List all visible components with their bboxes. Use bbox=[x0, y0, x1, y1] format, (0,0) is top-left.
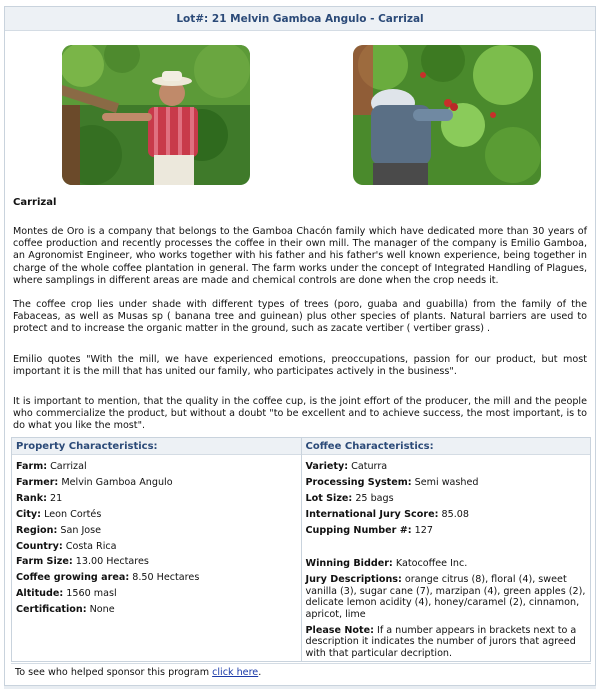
property-label: Region: bbox=[16, 524, 58, 536]
coffee-label: Cupping Number #: bbox=[305, 524, 412, 536]
coffee-label: International Jury Score: bbox=[305, 508, 439, 520]
sponsor-link[interactable]: click here bbox=[212, 667, 259, 678]
property-row bbox=[16, 459, 297, 475]
property-value: 8.50 Hectares bbox=[132, 572, 200, 584]
coffee-value: 127 bbox=[414, 524, 433, 536]
coffee-row bbox=[306, 507, 587, 523]
sponsor-text: To see who helped sponsor this program bbox=[15, 667, 210, 678]
farmer-photo bbox=[62, 45, 250, 185]
property-value: Leon Cortés bbox=[44, 508, 102, 520]
coffee-row bbox=[306, 491, 587, 507]
description-paragraph: The coffee crop lies under shade with different types of trees (poro, guaba and guabilla) from the family of the Fabaceas, as well as Musas sp ( banana tree and guinean) plus other species of plants. Natural barriers are used to protect and to increase the organic matter in the ground, such as zacate vertiber ( vertiber grass) . bbox=[13, 299, 587, 335]
harvest-photo-image bbox=[353, 45, 541, 185]
property-value: None bbox=[89, 604, 115, 616]
jury-descriptions: Jury Descriptions: orange citrus (8), floral (4), sweet vanilla (3), sugar cane (7), marzipan (4), green apples (2), delicate lemon acidity (4), honey/caramel (2), cinnamon, apricot, lime bbox=[305, 574, 586, 620]
property-label: Farm: bbox=[16, 461, 48, 472]
property-value: 21 bbox=[49, 492, 63, 504]
property-row bbox=[16, 491, 297, 507]
lot-title: Lot#: 21 Melvin Gamboa Angulo - Carrizal bbox=[5, 7, 595, 31]
property-label: Coffee growing area: bbox=[16, 572, 130, 584]
property-value: 13.00 Hectares bbox=[75, 556, 149, 568]
property-value: Melvin Gamboa Angulo bbox=[61, 476, 173, 488]
description bbox=[5, 197, 595, 433]
property-label: Country: bbox=[16, 540, 63, 552]
coffee-value: 85.08 bbox=[441, 508, 469, 520]
lot-panel bbox=[4, 6, 596, 686]
coffee-label: Processing System: bbox=[305, 476, 412, 488]
property-row bbox=[16, 586, 297, 602]
coffee-heading: Coffee Characteristics: bbox=[302, 438, 591, 455]
property-value: Costa Rica bbox=[65, 540, 117, 552]
property-label: Certification: bbox=[16, 604, 87, 616]
coffee-row bbox=[306, 475, 587, 491]
coffee-label: Lot Size: bbox=[305, 492, 353, 504]
coffee-row bbox=[306, 459, 587, 475]
property-list bbox=[12, 455, 301, 622]
sponsor-period: . bbox=[258, 667, 262, 678]
farmer-photo-image bbox=[62, 45, 250, 185]
coffee-value: 25 bags bbox=[355, 492, 394, 504]
please-note: Please Note: If a number appears in brackets next to a description it indicates the number of jurors that agreed with that particular decription. bbox=[305, 625, 577, 659]
coffee-value: Semi washed bbox=[414, 476, 479, 488]
photo-row bbox=[5, 31, 595, 187]
farm-heading: Carrizal bbox=[13, 197, 57, 208]
harvest-photo bbox=[353, 45, 541, 185]
coffee-label: Variety: bbox=[305, 461, 349, 472]
property-label: Farmer: bbox=[16, 476, 59, 488]
description-paragraph: It is important to mention, that the quality in the coffee cup, is the joint effort of the producer, the mill and the people who commercialize the product, but without a doubt "to be excellent and to achieve success, the most important, is to do what you like the most". bbox=[13, 396, 587, 432]
property-value: 1560 masl bbox=[66, 588, 117, 600]
property-characteristics bbox=[12, 438, 301, 661]
property-row bbox=[16, 554, 297, 570]
winning-bidder: Winning Bidder: Katocoffee Inc. bbox=[305, 557, 468, 569]
coffee-list bbox=[302, 455, 591, 663]
property-row bbox=[16, 507, 297, 523]
property-row bbox=[16, 523, 297, 539]
property-label: Rank: bbox=[16, 492, 47, 504]
property-label: City: bbox=[16, 508, 42, 520]
coffee-row bbox=[306, 523, 587, 539]
sponsor-footer bbox=[11, 663, 591, 681]
property-row bbox=[16, 602, 297, 618]
property-row bbox=[16, 475, 297, 491]
property-value: Carrizal bbox=[50, 461, 87, 472]
description-paragraph: Montes de Oro is a company that belongs to the Gamboa Chacón family which have dedicated more than 30 years of coffee production and recently processes the coffee in their own mill. The manager of the company is Emilio Gamboa, an Agronomist Engineer, who works together with his father and his father's well known experience, being together in charge of the whole coffee plantation in general. The farm works under the concept of Integrated Handling of Plagues, where samplings in different areas are made and chemical controls are done when the crop needs it. bbox=[13, 226, 587, 286]
property-label: Farm Size: bbox=[16, 556, 73, 568]
property-row bbox=[16, 539, 297, 555]
property-heading: Property Characteristics: bbox=[12, 438, 301, 455]
description-paragraph: Emilio quotes "With the mill, we have experienced emotions, preoccupations, passion for our product, but most important it is the mill that has united our family, who participates actively in the business". bbox=[13, 353, 587, 377]
property-row bbox=[16, 570, 297, 586]
property-label: Altitude: bbox=[16, 588, 64, 600]
coffee-characteristics bbox=[301, 438, 591, 661]
characteristics-table bbox=[11, 437, 591, 662]
coffee-value: Caturra bbox=[351, 461, 388, 472]
property-value: San Jose bbox=[60, 524, 102, 536]
